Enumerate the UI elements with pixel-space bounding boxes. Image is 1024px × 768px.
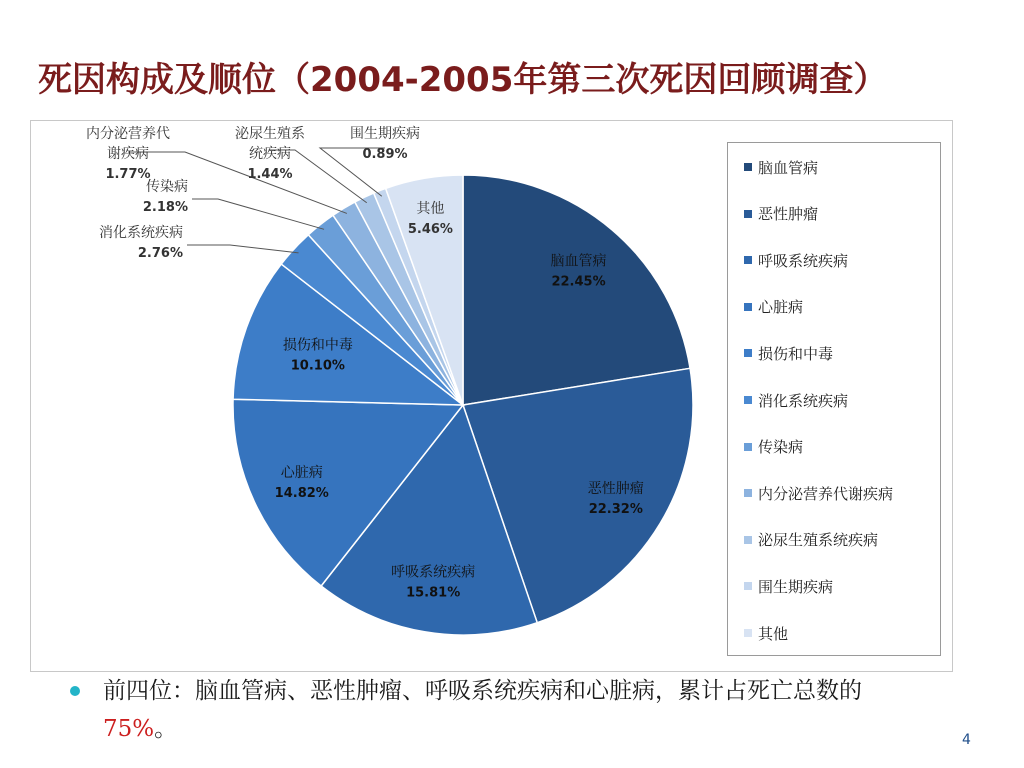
slice-value-1: 22.32% [588, 501, 643, 517]
slide-title: 死因构成及顺位（2004-2005年第三次死因回顾调查） [38, 60, 888, 100]
legend-item-0 [744, 157, 818, 177]
legend-item-9 [744, 576, 833, 596]
legend-swatch-4 [744, 349, 752, 357]
legend-label-3: 心脏病 [758, 298, 804, 317]
summary-suffix: 。 [154, 716, 178, 742]
legend-label-10: 其他 [758, 624, 789, 643]
legend-swatch-6 [744, 443, 752, 451]
summary-prefix: 前四位：脑血管病、恶性肿瘤、呼吸系统疾病和心脏病，累计占死亡总数的 [103, 678, 862, 704]
slice-value-10: 5.46% [407, 221, 453, 237]
legend-swatch-3 [744, 303, 752, 311]
slice-value-4: 10.10% [290, 358, 345, 374]
slice-label-1: 恶性肿瘤 [587, 480, 644, 497]
legend-item-6 [744, 437, 803, 457]
slice-label-9: 围生期疾病 [350, 126, 420, 142]
legend-label-8: 泌尿生殖系统疾病 [758, 531, 879, 550]
slice-value-7: 1.77% [105, 167, 151, 182]
slice-label-7-1: 谢疾病 [107, 146, 149, 162]
bullet-icon [70, 686, 80, 696]
legend-swatch-9 [744, 582, 752, 590]
legend-label-4: 损伤和中毒 [758, 344, 834, 363]
slice-value-3: 14.82% [274, 485, 329, 501]
slice-value-9: 0.89% [362, 147, 408, 162]
slice-label-3: 心脏病 [280, 464, 323, 481]
legend-item-8 [744, 530, 878, 550]
slice-label-2: 呼吸系统疾病 [391, 564, 476, 581]
leader-line-6 [192, 199, 324, 229]
summary-highlight: 75% [103, 716, 155, 742]
summary-text [103, 672, 933, 748]
legend-swatch-10 [744, 629, 752, 637]
slice-label-8-0: 泌尿生殖系 [235, 126, 305, 142]
legend-swatch-2 [744, 256, 752, 264]
legend-swatch-0 [744, 163, 752, 171]
slice-0 [463, 175, 690, 405]
slice-label-4: 损伤和中毒 [282, 337, 353, 354]
slice-label-8-1: 统疾病 [249, 146, 291, 162]
slice-label-10: 其他 [416, 200, 445, 217]
legend-item-2 [744, 250, 848, 270]
legend-item-10 [744, 623, 788, 643]
legend-swatch-8 [744, 536, 752, 544]
legend-label-0: 脑血管病 [758, 158, 819, 177]
legend-label-5: 消化系统疾病 [758, 391, 849, 410]
legend-item-4 [744, 343, 833, 363]
legend-item-7 [744, 483, 893, 503]
legend-label-6: 传染病 [758, 438, 804, 457]
legend-swatch-1 [744, 210, 752, 218]
slice-value-0: 22.45% [551, 274, 606, 290]
legend-label-7: 内分泌营养代谢疾病 [758, 484, 894, 503]
slice-label-6: 传染病 [146, 179, 188, 195]
legend-swatch-7 [744, 489, 752, 497]
chart-legend [727, 142, 941, 656]
slice-label-5: 消化系统疾病 [99, 225, 183, 241]
page-number: 4 [962, 732, 971, 748]
legend-label-2: 呼吸系统疾病 [758, 251, 849, 270]
legend-label-1: 恶性肿瘤 [758, 205, 819, 224]
legend-swatch-5 [744, 396, 752, 404]
slice-label-0: 脑血管病 [550, 253, 607, 270]
slice-label-7-0: 内分泌营养代 [86, 126, 170, 142]
slice-value-2: 15.81% [406, 585, 461, 601]
legend-item-3 [744, 297, 803, 317]
slice-value-5: 2.76% [137, 246, 183, 261]
leader-line-5 [187, 245, 299, 253]
legend-item-5 [744, 390, 848, 410]
slice-value-8: 1.44% [247, 167, 293, 182]
slice-value-6: 2.18% [142, 200, 188, 215]
legend-label-9: 围生期疾病 [758, 577, 834, 596]
legend-item-1 [744, 204, 818, 224]
